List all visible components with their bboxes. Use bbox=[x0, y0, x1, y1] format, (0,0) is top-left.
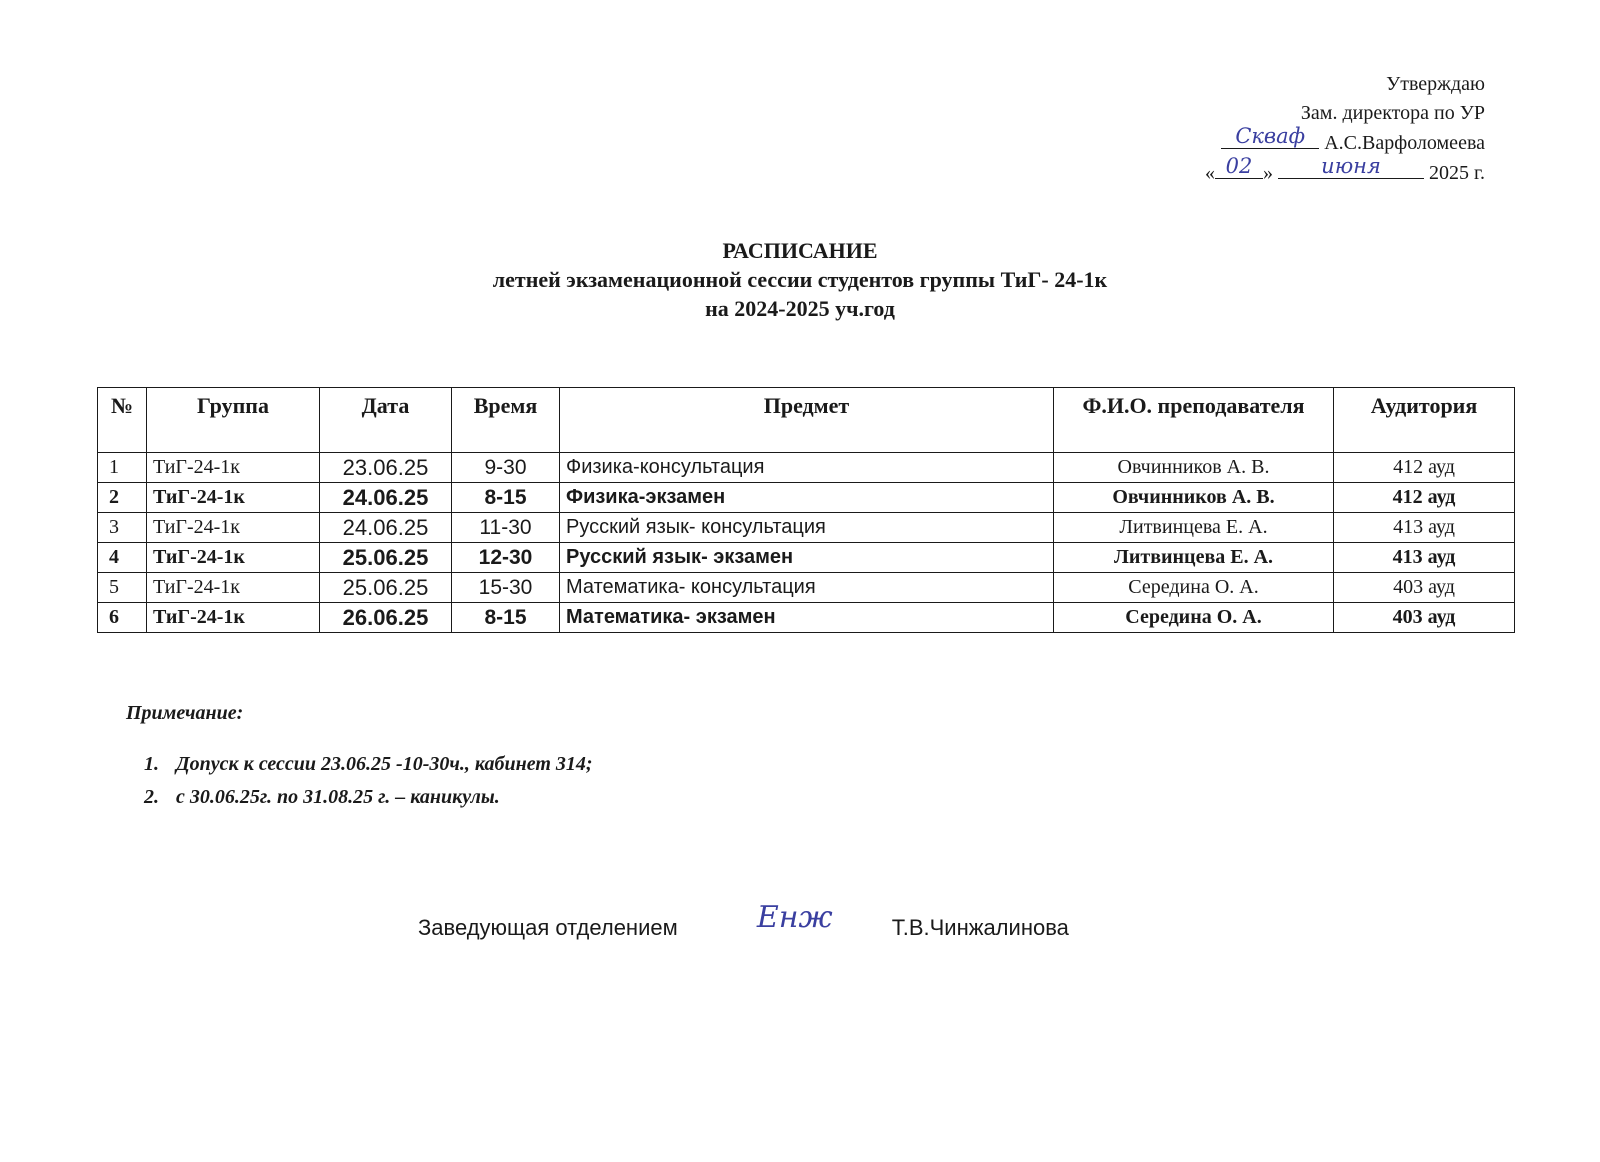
cell-time: 9-30 bbox=[452, 453, 560, 483]
cell-group: ТиГ-24-1к bbox=[147, 513, 320, 543]
cell-time: 11-30 bbox=[452, 513, 560, 543]
cell-date: 24.06.25 bbox=[320, 513, 452, 543]
cell-teacher: Литвинцева Е. А. bbox=[1054, 513, 1334, 543]
table-row bbox=[98, 513, 1515, 543]
approval-year: 2025 г. bbox=[1429, 162, 1485, 184]
header-subject: Предмет bbox=[560, 388, 1054, 453]
cell-time: 15-30 bbox=[452, 573, 560, 603]
cell-subject: Русский язык- консультация bbox=[560, 513, 1054, 543]
cell-time: 8-15 bbox=[452, 483, 560, 513]
cell-room: 413 ауд bbox=[1334, 543, 1515, 573]
header-room: Аудитория bbox=[1334, 388, 1515, 453]
cell-time: 8-15 bbox=[452, 603, 560, 633]
cell-teacher: Овчинников А. В. bbox=[1054, 453, 1334, 483]
cell-subject: Физика-консультация bbox=[560, 453, 1054, 483]
footer-name: Т.В.Чинжалинова bbox=[891, 915, 1069, 940]
header-date: Дата bbox=[320, 388, 452, 453]
header-group: Группа bbox=[147, 388, 320, 453]
day-blank bbox=[1215, 154, 1263, 179]
footer-signature-block bbox=[418, 900, 1069, 943]
footer-position: Заведующая отделением bbox=[418, 915, 678, 940]
cell-num: 2 bbox=[98, 483, 147, 513]
cell-date: 24.06.25 bbox=[320, 483, 452, 513]
approver-name: А.С.Варфоломеева bbox=[1324, 132, 1485, 154]
header-time: Время bbox=[452, 388, 560, 453]
table-row bbox=[98, 543, 1515, 573]
cell-time: 12-30 bbox=[452, 543, 560, 573]
list-item-text: с 30.06.25г. по 31.08.25 г. – каникулы. bbox=[176, 786, 500, 808]
approval-block bbox=[1205, 70, 1485, 188]
cell-date: 23.06.25 bbox=[320, 453, 452, 483]
approval-date-line bbox=[1205, 154, 1485, 188]
title-line-1: РАСПИСАНИЕ bbox=[722, 238, 878, 263]
handwritten-signature: Скваф bbox=[1235, 124, 1306, 148]
cell-date: 25.06.25 bbox=[320, 543, 452, 573]
cell-group: ТиГ-24-1к bbox=[147, 453, 320, 483]
cell-group: ТиГ-24-1к bbox=[147, 483, 320, 513]
signature-blank bbox=[1221, 124, 1319, 149]
table-row bbox=[98, 603, 1515, 633]
cell-subject: Физика-экзамен bbox=[560, 483, 1054, 513]
list-item-number: 2. bbox=[144, 786, 159, 808]
cell-date: 26.06.25 bbox=[320, 603, 452, 633]
cell-num: 3 bbox=[98, 513, 147, 543]
header-teacher: Ф.И.О. преподавателя bbox=[1054, 388, 1334, 453]
cell-group: ТиГ-24-1к bbox=[147, 543, 320, 573]
cell-subject: Математика- экзамен bbox=[560, 603, 1054, 633]
handwritten-signature: Енж bbox=[756, 900, 833, 935]
list-item-text: Допуск к сессии 23.06.25 -10-30ч., кабинет 314; bbox=[176, 753, 593, 775]
approval-title: Утверждаю bbox=[1386, 73, 1485, 95]
cell-teacher: Овчинников А. В. bbox=[1054, 483, 1334, 513]
close-quote: » bbox=[1263, 162, 1274, 184]
list-item-number: 1. bbox=[144, 753, 159, 775]
approval-position: Зам. директора по УР bbox=[1300, 102, 1485, 124]
cell-group: ТиГ-24-1к bbox=[147, 603, 320, 633]
document-title bbox=[0, 236, 1600, 323]
cell-teacher: Середина О. А. bbox=[1054, 573, 1334, 603]
cell-room: 413 ауд bbox=[1334, 513, 1515, 543]
table-row bbox=[98, 573, 1515, 603]
cell-room: 412 ауд bbox=[1334, 453, 1515, 483]
open-quote: « bbox=[1205, 162, 1216, 184]
cell-num: 6 bbox=[98, 603, 147, 633]
notes-list bbox=[126, 748, 593, 814]
cell-room: 412 ауд bbox=[1334, 483, 1515, 513]
cell-room: 403 ауд bbox=[1334, 573, 1515, 603]
cell-subject: Русский язык- экзамен bbox=[560, 543, 1054, 573]
title-line-3: на 2024-2025 уч.год bbox=[705, 296, 895, 321]
table-row bbox=[98, 453, 1515, 483]
handwritten-day: 02 bbox=[1225, 154, 1253, 178]
exam-schedule-table bbox=[97, 387, 1515, 633]
month-blank bbox=[1278, 154, 1424, 179]
cell-num: 4 bbox=[98, 543, 147, 573]
header-num: № bbox=[98, 388, 147, 453]
table-header-row bbox=[98, 388, 1515, 453]
cell-teacher: Литвинцева Е. А. bbox=[1054, 543, 1334, 573]
notes-heading: Примечание: bbox=[126, 702, 244, 724]
title-line-2: летней экзаменационной сессии студентов группы ТиГ- 24-1к bbox=[492, 267, 1108, 292]
cell-group: ТиГ-24-1к bbox=[147, 573, 320, 603]
cell-teacher: Середина О. А. bbox=[1054, 603, 1334, 633]
table-row bbox=[98, 483, 1515, 513]
cell-num: 1 bbox=[98, 453, 147, 483]
cell-subject: Математика- консультация bbox=[560, 573, 1054, 603]
cell-date: 25.06.25 bbox=[320, 573, 452, 603]
cell-room: 403 ауд bbox=[1334, 603, 1515, 633]
list-item bbox=[126, 748, 593, 781]
list-item bbox=[126, 781, 593, 814]
handwritten-month: июня bbox=[1321, 154, 1381, 178]
cell-num: 5 bbox=[98, 573, 147, 603]
